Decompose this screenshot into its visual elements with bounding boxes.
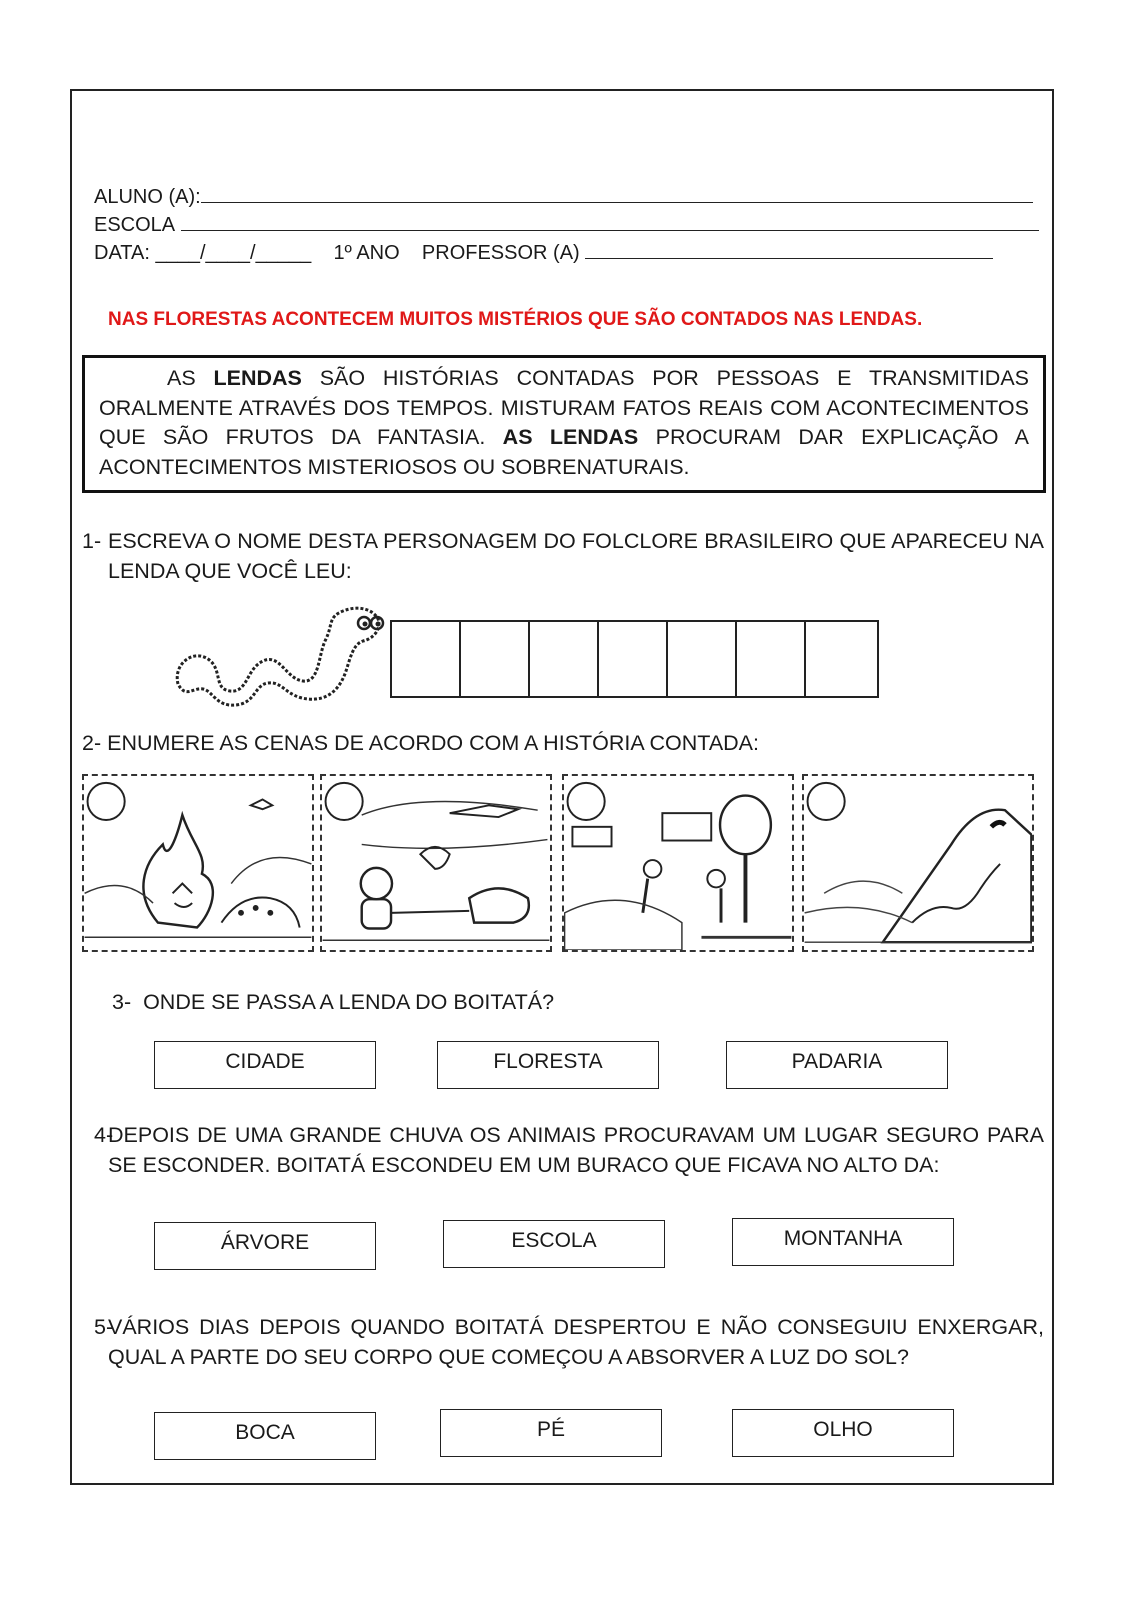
- aluno-label: ALUNO (A):: [94, 186, 201, 208]
- question-4-number: 4-: [94, 1123, 114, 1147]
- question-5: [94, 1313, 1044, 1372]
- scene-number-circle[interactable]: [808, 783, 845, 820]
- scene-3-drawing: [564, 776, 792, 950]
- question-1-number: 1-: [82, 529, 102, 553]
- ano-label: 1º ANO: [333, 242, 400, 264]
- worksheet-page: [70, 89, 1054, 1485]
- q3-option-floresta[interactable]: FLORESTA: [437, 1041, 659, 1089]
- q5-option-pe[interactable]: PÉ: [440, 1409, 662, 1457]
- letter-box[interactable]: [599, 622, 668, 696]
- letter-box[interactable]: [806, 622, 877, 696]
- question-4: [94, 1121, 1044, 1180]
- escola-label: ESCOLA: [94, 214, 176, 236]
- letter-boxes: [390, 620, 879, 698]
- professor-label: PROFESSOR (A): [421, 242, 580, 264]
- aluno-row: [94, 184, 1033, 209]
- scene-number-circle[interactable]: [88, 783, 125, 820]
- scene-3-loggers: [562, 774, 794, 952]
- letter-box[interactable]: [530, 622, 599, 696]
- q4-option-escola[interactable]: ESCOLA: [443, 1220, 665, 1268]
- lenda-text-2: SÃO HISTÓRIAS CONTADAS POR PESSOAS E TRANSMITIDAS ORALMENTE ATRAVÉS DOS TEMPOS. MISTURAM FATOS REAIS COM ACONTECIMENTOS QUE SÃO FRUTOS DA FANTASIA.: [99, 366, 1030, 449]
- scene-2-animals-river: [320, 774, 552, 952]
- q4-option-arvore[interactable]: ÁRVORE: [154, 1222, 376, 1270]
- q5-option-olho[interactable]: OLHO: [732, 1409, 954, 1457]
- question-5-text: VÁRIOS DIAS DEPOIS QUANDO BOITATÁ DESPERTOU E NÃO CONSEGUIU ENXERGAR, QUAL A PARTE DO SEU CORPO QUE COMEÇOU A ABSORVER A LUZ DO SOL?: [108, 1315, 1044, 1369]
- question-2: [82, 729, 1044, 759]
- letter-box[interactable]: [668, 622, 737, 696]
- question-5-number: 5-: [94, 1315, 114, 1339]
- lenda-bold-1: LENDAS: [213, 366, 302, 390]
- lenda-definition-box: [82, 355, 1046, 493]
- lenda-bold-2: AS LENDAS: [502, 425, 639, 449]
- scene-4-mountain: [802, 774, 1034, 952]
- escola-row: [94, 212, 1039, 237]
- question-4-text: DEPOIS DE UMA GRANDE CHUVA OS ANIMAIS PROCURAVAM UM LUGAR SEGURO PARA SE ESCONDER. BOITATÁ ESCONDEU EM UM BURACO QUE FICAVA NO ALTO DA:: [108, 1123, 1044, 1177]
- scene-1-fire-jaguar: [82, 774, 314, 952]
- question-3-text: ONDE SE PASSA A LENDA DO BOITATÁ?: [143, 990, 555, 1014]
- question-2-number: 2-: [82, 731, 102, 755]
- letter-box[interactable]: [737, 622, 806, 696]
- q5-option-boca[interactable]: BOCA: [154, 1412, 376, 1460]
- scene-4-drawing: [804, 776, 1032, 950]
- data-row: [94, 240, 993, 265]
- aluno-input-line[interactable]: [201, 184, 1033, 203]
- question-3-number: 3-: [112, 990, 132, 1014]
- q4-option-montanha[interactable]: MONTANHA: [732, 1218, 954, 1266]
- lenda-text-3: PROCURAM DAR EXPLICAÇÃO A ACONTECIMENTOS MISTERIOSOS OU SOBRENATURAIS.: [99, 425, 1030, 479]
- professor-input-line[interactable]: [585, 240, 993, 259]
- question-1: [82, 527, 1044, 586]
- letter-box[interactable]: [461, 622, 530, 696]
- scene-2-drawing: [322, 776, 550, 950]
- data-label[interactable]: DATA: ____/____/_____: [94, 242, 312, 264]
- question-3: [112, 988, 554, 1018]
- lenda-text-1: AS: [167, 366, 214, 390]
- letter-box[interactable]: [392, 622, 461, 696]
- question-1-text: ESCREVA O NOME DESTA PERSONAGEM DO FOLCLORE BRASILEIRO QUE APARECEU NA LENDA QUE VOCÊ LEU:: [108, 529, 1044, 583]
- intro-heading: NAS FLORESTAS ACONTECEM MUITOS MISTÉRIOS QUE SÃO CONTADOS NAS LENDAS.: [108, 309, 923, 330]
- scene-1-drawing: [84, 776, 312, 950]
- scene-number-circle[interactable]: [326, 783, 363, 820]
- boitata-snake-illustration: [168, 599, 398, 709]
- q3-option-cidade[interactable]: CIDADE: [154, 1041, 376, 1089]
- question-2-text: ENUMERE AS CENAS DE ACORDO COM A HISTÓRIA CONTADA:: [107, 731, 759, 755]
- q3-option-padaria[interactable]: PADARIA: [726, 1041, 948, 1089]
- scene-number-circle[interactable]: [568, 783, 605, 820]
- escola-input-line[interactable]: [181, 212, 1039, 231]
